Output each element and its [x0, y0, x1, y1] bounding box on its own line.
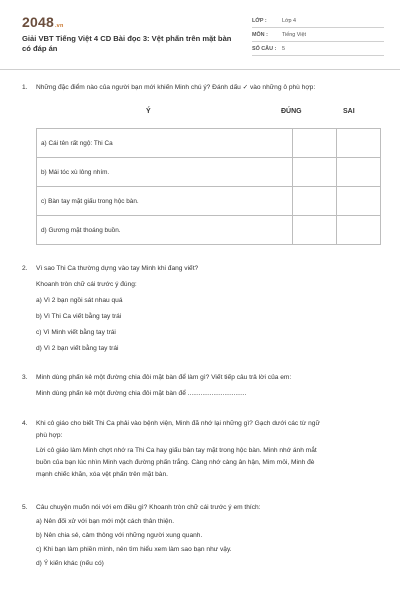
option-d[interactable]: d) Vì 2 bạn viết bằng tay trái	[36, 345, 119, 352]
question-1	[22, 82, 382, 94]
logo-text: 2048	[22, 14, 54, 30]
checkbox-sai[interactable]	[337, 187, 381, 216]
table-row	[37, 129, 381, 158]
question-number: 1.	[22, 84, 28, 91]
page-header	[0, 0, 400, 70]
meta-row-subject	[252, 28, 384, 42]
meta-value: 5	[282, 45, 285, 52]
table-cell-option: c) Bàn tay mặt giấu trong hộc bàn.	[37, 187, 293, 216]
meta-row-class	[252, 14, 384, 28]
answer-table	[36, 128, 381, 245]
checkbox-sai[interactable]	[337, 216, 381, 245]
option-c[interactable]: c) Khi bạn làm phiền mình, nên tìm hiểu xem làm sao bạn như vậy.	[36, 546, 232, 553]
table-cell-option: a) Cái tên rất ngộ: Thi Ca	[37, 129, 293, 158]
meta-info	[252, 14, 384, 56]
site-logo[interactable]	[22, 14, 64, 30]
table-row	[37, 216, 381, 245]
option-d[interactable]: d) Ý kiến khác (nếu có)	[36, 560, 104, 567]
document-title: Giải VBT Tiếng Việt 4 CD Bài đọc 3: Vệt phấn trên mặt bàn có đáp án	[22, 34, 232, 53]
question-number: 5.	[22, 504, 28, 511]
col-header-dung: ĐÚNG	[281, 108, 302, 115]
question-2	[22, 263, 382, 355]
meta-value: Lớp 4	[282, 17, 297, 24]
option-a[interactable]: a) Nên đối xử với bạn mới một cách thân thiện.	[36, 518, 175, 525]
meta-value: Tiếng Việt	[282, 31, 306, 38]
question-instruction: Khoanh tròn chữ cái trước ý đúng:	[36, 281, 137, 288]
checkbox-dung[interactable]	[293, 129, 337, 158]
passage-line: buồn của bạn lúc nhìn Minh vạch đường phấn trắng. Càng nhớ càng ân hận, Mim mỏi, Minh đè	[36, 459, 315, 466]
meta-row-count	[252, 42, 384, 56]
question-prompt: Những đặc điểm nào của người bạn mới khiến Minh chú ý? Đánh dấu ✓ vào những ô phù hợp:	[36, 84, 316, 91]
checkbox-sai[interactable]	[337, 129, 381, 158]
logo-suffix: .vn	[54, 23, 64, 29]
checkbox-sai[interactable]	[337, 158, 381, 187]
question-prompt: Câu chuyện muốn nói với em điều gì? Khoanh tròn chữ cái trước ý em thích:	[36, 504, 261, 511]
table-cell-option: b) Mái tóc xù lông nhím.	[37, 158, 293, 187]
meta-key: SỐ CÂU :	[252, 45, 277, 52]
table-cell-option: d) Gương mặt thoáng buồn.	[37, 216, 293, 245]
question-number: 2.	[22, 265, 28, 272]
table-row	[37, 158, 381, 187]
checkbox-dung[interactable]	[293, 216, 337, 245]
question-number: 4.	[22, 420, 28, 427]
question-prompt: Vì sao Thi Ca thường dựng vào tay Minh khi đang viết?	[36, 265, 199, 272]
passage-line: Lời cô giáo làm Minh chợt nhớ ra Thi Ca hay giấu bàn tay mặt trong hộc bàn. Minh nhớ ánh mắt	[36, 447, 317, 454]
checkbox-dung[interactable]	[293, 187, 337, 216]
question-prompt-line: phù hợp:	[36, 432, 63, 439]
question-prompt: Minh dùng phấn kẻ một đường chia đôi mặt bàn để làm gì? Viết tiếp câu trả lời của em:	[36, 374, 292, 381]
option-b[interactable]: b) Vì Thi Ca viết bằng tay trái	[36, 313, 122, 320]
meta-key: LỚP :	[252, 17, 267, 24]
passage-line: mạnh chiếc khăn, xóa vệt phấn trên mặt bàn.	[36, 471, 168, 478]
col-header-sai: SAI	[343, 108, 355, 115]
question-3	[22, 372, 382, 400]
col-header-y: Ý	[146, 108, 151, 115]
option-c[interactable]: c) Vì Minh viết bằng tay trái	[36, 329, 116, 336]
question-5	[22, 502, 382, 570]
table-row	[37, 187, 381, 216]
option-a[interactable]: a) Vì 2 bạn ngồi sát nhau quá	[36, 297, 123, 304]
answer-line[interactable]: Minh dùng phấn kẻ một đường chia đôi mặt bàn để ................................	[36, 390, 247, 397]
checkbox-dung[interactable]	[293, 158, 337, 187]
question-number: 3.	[22, 374, 28, 381]
meta-key: MÔN :	[252, 31, 268, 38]
option-b[interactable]: b) Nên chia sẻ, cảm thông với những người xung quanh.	[36, 532, 203, 539]
question-prompt-line: Khi cô giáo cho biết Thi Ca phải vào bệnh viện, Minh đã nhớ lại những gì? Gạch dưới các từ ngữ	[36, 420, 320, 427]
question-4	[22, 418, 382, 481]
